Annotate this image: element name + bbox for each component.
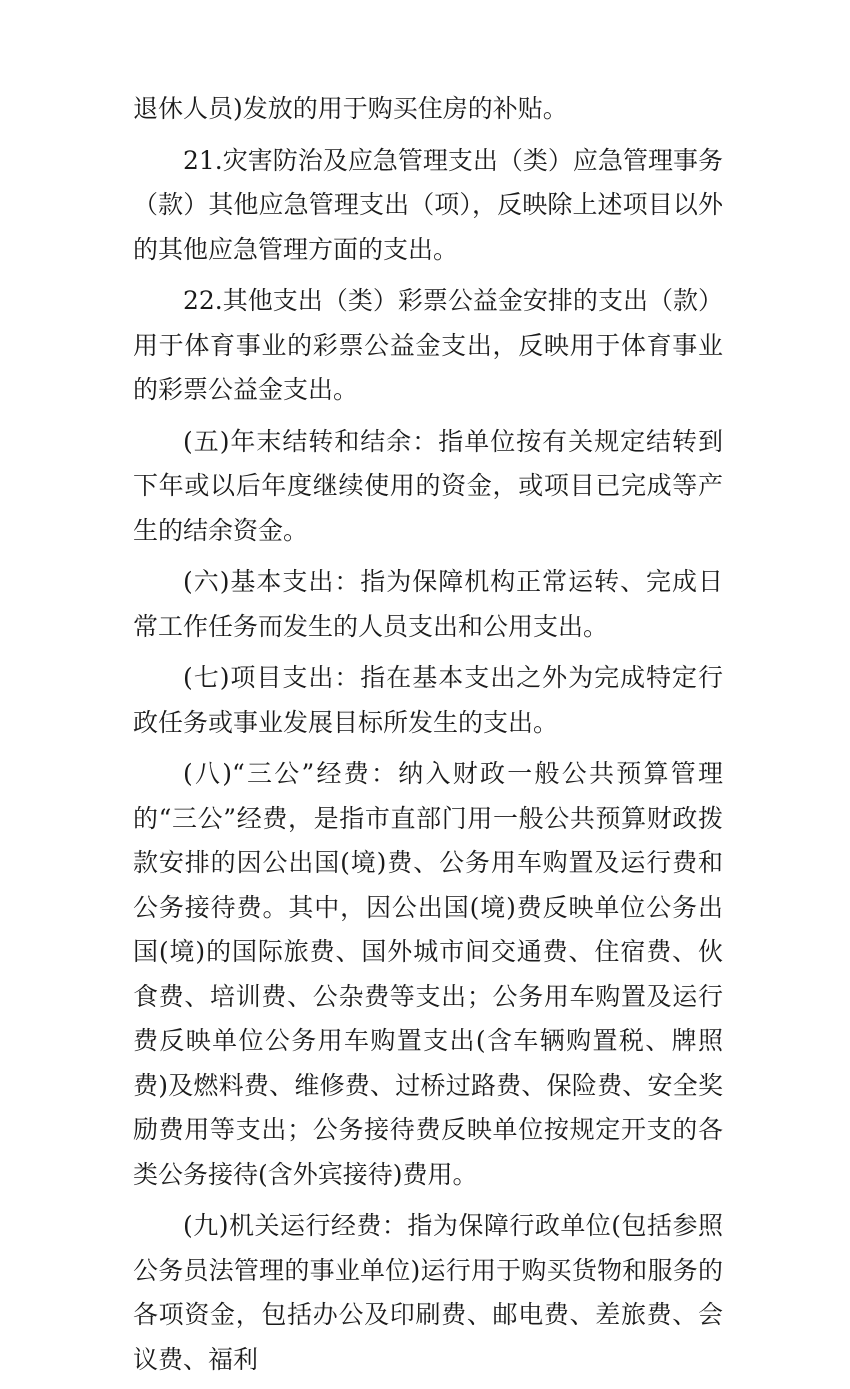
paragraph-section-5: (五)年末结转和结余：指单位按有关规定结转到下年或以后年度继续使用的资金，或项目已完成等产生的结余资金。: [133, 426, 723, 545]
document-body: [133, 87, 723, 1389]
paragraph-section-9: (九)机关运行经费：指为保障行政单位(包括参照公务员法管理的事业单位)运行用于购买货物和服务的各项资金，包括办公及印刷费、邮电费、差旅费、会议费、福利: [133, 1211, 723, 1374]
paragraph-section-8: (八)“三公”经费：纳入财政一般公共预算管理的“三公”经费，是指市直部门用一般公共预算财政拨款安排的因公出国(境)费、公务用车购置及运行费和公务接待费。其中，因公出国(境)费反映单位公务出国(境)的国际旅费、国外城市间交通费、住宿费、伙食费、培训费、公杂费等支出；公务用车购置及运行费反映单位公务用车购置支出(含车辆购置税、牌照费)及燃料费、维修费、过桥过路费、保险费、安全奖励费用等支出；公务接待费反映单位按规定开支的各类公务接待(含外宾接待)费用。: [133, 759, 723, 1189]
paragraph-item-21: 21.灾害防治及应急管理支出（类）应急管理事务（款）其他应急管理支出（项），反映除上述项目以外的其他应急管理方面的支出。: [133, 145, 723, 264]
paragraph-item-22: 22.其他支出（类）彩票公益金安排的支出（款）用于体育事业的彩票公益金支出，反映用于体育事业的彩票公益金支出。: [133, 286, 723, 404]
paragraph-continued-housing-subsidy: 退休人员)发放的用于购买住房的补贴。: [133, 94, 568, 123]
paragraph-section-6: (六)基本支出：指为保障机构正常运转、完成日常工作任务而发生的人员支出和公用支出。: [133, 567, 723, 641]
paragraph-section-7: (七)项目支出：指在基本支出之外为完成特定行政任务或事业发展目标所发生的支出。: [133, 663, 723, 737]
